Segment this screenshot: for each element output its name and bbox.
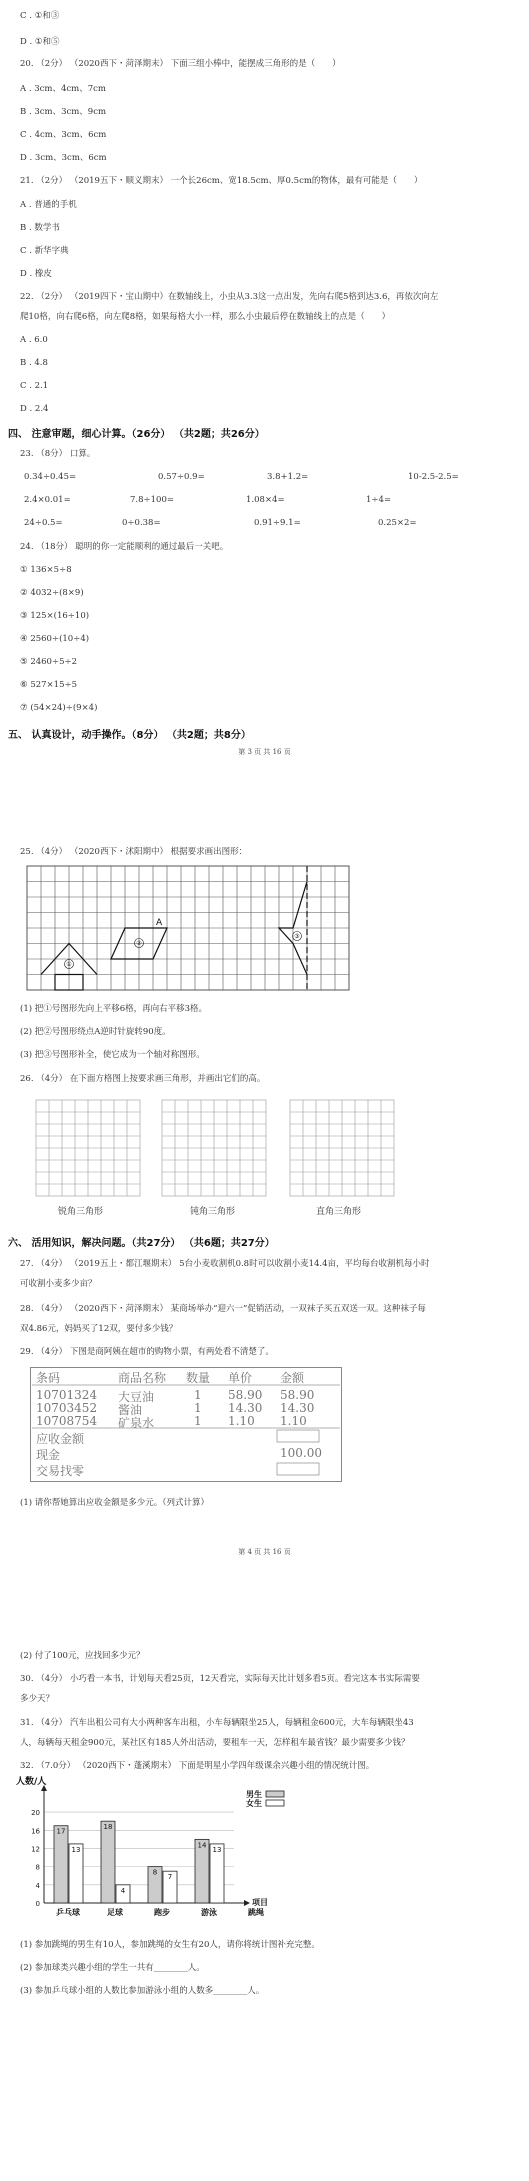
shape-2-label: ②: [136, 940, 142, 947]
receipt-cell: 14.30: [228, 1401, 263, 1415]
q28-stem-line1: 28. （4分） （2020西下・菏泽期末） 某商场举办“迎六一”促销活动，一双袜子买五双送一双。这种袜子每: [20, 1304, 426, 1314]
q20-option-b: B . 3cm、3cm、9cm: [20, 107, 107, 117]
bar-value-label: 13: [71, 1845, 81, 1854]
section-6-heading: 六、 活用知识，解决问题。（共27分） （共6题；共27分）: [8, 1238, 275, 1249]
x-tick-label: 足球: [107, 1908, 123, 1917]
q24-item: ③ 125×(16÷10): [20, 611, 90, 621]
q24-stem: 24. （18分） 聪明的你一定能顺利的通过最后一关吧。: [20, 542, 229, 552]
calc-item: 24÷0.5=: [24, 518, 63, 528]
calc-item: 1÷4=: [366, 495, 392, 505]
receipt-cell: 1: [194, 1414, 202, 1428]
q27-stem-line1: 27. （4分） （2019五上・都江堰期末） 5台小麦收割机0.8时可以收割小麦14.4亩，平均每台收割机每小时: [20, 1259, 430, 1269]
legend-label: 男生: [246, 1790, 262, 1799]
q23-stem: 23. （8分） 口算。: [20, 449, 96, 459]
q21-option-c: C . 新华字典: [20, 246, 69, 256]
legend-swatch: [266, 1791, 284, 1797]
bar-value-label: 7: [167, 1873, 173, 1882]
triangle-grid-acute: [36, 1100, 140, 1196]
bar-value-label: 13: [212, 1845, 222, 1854]
receipt-cell: 10703452: [36, 1401, 98, 1415]
receipt-header-qty: 数量: [186, 1371, 211, 1385]
q30-stem-line2: 多少天？: [20, 1694, 55, 1704]
q22-option-a: A . 6.0: [20, 335, 48, 345]
q22-option-d: D . 2.4: [20, 404, 49, 414]
q32-stem: 32. （7.0分） （2020西下・蓬溪期末） 下面是明星小学四年级课余兴趣小组的情况统计图。: [20, 1761, 375, 1771]
receipt-cell: 10708754: [36, 1414, 98, 1428]
q24-item: ④ 2560÷(10÷4): [20, 634, 90, 644]
x-tick-label: 乒乓球: [56, 1908, 80, 1917]
receipt-header-amount: 金额: [280, 1371, 305, 1385]
q32-sub-1: (1) 参加跳绳的男生有10人，参加跳绳的女生有20人，请你将统计图补充完整。: [20, 1940, 320, 1950]
receipt-cell: 1.10: [280, 1414, 307, 1428]
section-5-heading: 五、 认真设计，动手操作。（8分） （共2题；共8分）: [8, 730, 251, 741]
label-obtuse-triangle: 钝角三角形: [190, 1207, 236, 1217]
page-footer: 第 3 页 共 16 页: [238, 748, 291, 756]
receipt-header-code: 条码: [36, 1371, 61, 1385]
q32-sub-2: (2) 参加球类兴趣小组的学生一共有________人。: [20, 1963, 205, 1973]
bar-boys: [54, 1826, 68, 1903]
q24-item: ⑤ 2460÷5÷2: [20, 657, 78, 667]
receipt-cell: 矿泉水: [118, 1416, 155, 1430]
receipt-header-price: 单价: [228, 1371, 253, 1385]
shape-3-label: ③: [294, 933, 300, 940]
x-tick-label: 跑步: [154, 1908, 170, 1917]
q31-stem-line1: 31. （4分） 汽车出租公司有大小两种客车出租，小车每辆限坐25人，每辆租金600元，大车每辆限坐43: [20, 1718, 414, 1728]
calc-item: 2.4×0.01=: [24, 495, 71, 505]
receipt-cell: 14.30: [280, 1401, 315, 1415]
q24-item: ① 136×5÷8: [20, 565, 72, 575]
x-axis-arrow: [244, 1900, 250, 1906]
section-4-heading: 四、 注意审题，细心计算。（26分） （共2题；共26分）: [8, 429, 265, 440]
bar-boys: [101, 1821, 115, 1903]
receipt-cell: 1.10: [228, 1414, 255, 1428]
receipt-cell: 酱油: [118, 1403, 143, 1417]
q21-option-b: B . 数学书: [20, 223, 60, 233]
q21-option-a: A . 普通的手机: [20, 200, 77, 210]
q24-item: ⑦ (54×24)÷(9×4): [20, 703, 98, 713]
receipt-header-name: 商品名称: [118, 1371, 167, 1385]
receipt-cell: 58.90: [280, 1388, 315, 1402]
q20-option-a: A . 3cm、4cm、7cm: [20, 84, 106, 94]
legend-label: 女生: [246, 1799, 262, 1808]
bar-value-label: 17: [56, 1827, 66, 1836]
label-acute-triangle: 锐角三角形: [58, 1207, 104, 1217]
calc-item: 0.91÷9.1=: [254, 518, 301, 528]
y-tick-label: 12: [31, 1845, 40, 1854]
y-tick-label: 0: [35, 1900, 40, 1908]
q24-item: ② 4032÷(8×9): [20, 588, 84, 598]
x-tick-label: 游泳: [201, 1908, 217, 1917]
q22-option-b: B . 4.8: [20, 358, 48, 368]
q20-option-d: D . 3cm、3cm、6cm: [20, 153, 107, 163]
q31-stem-line2: 人，每辆每天租金900元，某社区有185人外出活动，要租车一天，怎样租车最省钱？最少需要多少钱？: [20, 1738, 410, 1748]
q25-grid-figure: [27, 866, 349, 990]
receipt-table: [30, 1367, 342, 1482]
interest-group-bar-chart: [14, 1777, 314, 1917]
calc-item: 1.08×4=: [246, 495, 285, 505]
q25-sub-2: (2) 把②号图形绕点A逆时针旋转90度。: [20, 1027, 171, 1037]
label-right-triangle: 直角三角形: [316, 1207, 362, 1217]
q21-stem: 21. （2分） （2019五下・顺义期末） 一个长26cm、宽18.5cm、厚0.5cm的物体，最有可能是（ ）: [20, 176, 423, 186]
q26-stem: 26. （4分） 在下面方格图上按要求画三角形，并画出它们的高。: [20, 1074, 266, 1084]
q32-sub-3: (3) 参加乒乓球小组的人数比参加游泳小组的人数多________人。: [20, 1986, 265, 1996]
calc-item: 0.57÷0.9=: [158, 472, 205, 482]
calc-item: 7.8÷100=: [130, 495, 174, 505]
calc-item: 0.34÷0.45=: [24, 472, 77, 482]
q25-stem: 25. （4分） （2020西下・沭阳期中） 根据要求画出图形：: [20, 847, 248, 857]
receipt-due-label: 应收金额: [36, 1432, 85, 1446]
calc-item: 10-2.5-2.5=: [408, 472, 459, 482]
x-tick-label: 跳绳: [248, 1908, 264, 1917]
receipt-cell: 1: [194, 1388, 202, 1402]
calc-item: 3.8+1.2=: [267, 472, 309, 482]
point-a-label: A: [156, 918, 163, 928]
triangle-grid-right: [290, 1100, 394, 1196]
x-axis-title: 项目: [252, 1898, 268, 1907]
y-tick-label: 4: [35, 1881, 40, 1890]
y-tick-label: 16: [31, 1827, 40, 1836]
receipt-cash-label: 现金: [36, 1448, 61, 1462]
q25-sub-1: (1) 把①号图形先向上平移6格，再向右平移3格。: [20, 1004, 208, 1014]
q30-stem-line1: 30. （4分） 小巧看一本书，计划每天看25页，12天看完，实际每天比计划多看5页。看完这本书实际需要: [20, 1674, 420, 1684]
q20-stem: 20. （2分） （2020西下・菏泽期末） 下面三组小棒中，能摆成三角形的是（ ）: [20, 59, 341, 69]
q22-option-c: C . 2.1: [20, 381, 49, 391]
q28-stem-line2: 双4.86元，妈妈买了12双，要付多少钱？: [20, 1324, 178, 1334]
legend-swatch: [266, 1800, 284, 1806]
q19-option-d: D . ①和⑤: [20, 37, 60, 47]
q22-stem-line1: 22. （2分） （2019四下・宝山期中）在数轴线上，小虫从3.3这一点出发，先向右爬5格到达3.6，再依次向左: [20, 292, 439, 302]
receipt-cell: 10701324: [36, 1388, 98, 1402]
calc-item: 0.25×2=: [378, 518, 417, 528]
bar-value-label: 8: [152, 1868, 158, 1877]
q24-item: ⑥ 527×15÷5: [20, 680, 78, 690]
q21-option-d: D . 橡皮: [20, 269, 52, 279]
q25-sub-3: (3) 把③号图形补全，使它成为一个轴对称图形。: [20, 1050, 205, 1060]
receipt-cash-value: 100.00: [280, 1446, 322, 1460]
y-axis-title: 人数/人: [16, 1777, 47, 1787]
receipt-cell: 大豆油: [118, 1390, 155, 1404]
bar-value-label: 14: [197, 1841, 207, 1850]
q29-stem: 29. （4分） 下图是商阿姨在超市的购物小票，有两处看不清楚了。: [20, 1347, 274, 1357]
receipt-cell: 1: [194, 1401, 202, 1415]
receipt-change-label: 交易找零: [36, 1464, 85, 1478]
q29-sub-1: (1) 请你帮她算出应收金额是多少元。（列式计算）: [20, 1498, 209, 1508]
bar-value-label: 18: [103, 1823, 113, 1832]
q19-option-c: C . ①和③: [20, 11, 60, 21]
y-tick-label: 8: [35, 1863, 40, 1872]
page-footer: 第 4 页 共 16 页: [238, 1548, 291, 1556]
bar-value-label: 4: [120, 1886, 126, 1895]
q29-sub-2: (2) 付了100元，应找回多少元？: [20, 1651, 145, 1661]
shape-1-label: ①: [66, 961, 72, 968]
q27-stem-line2: 可收割小麦多少亩？: [20, 1279, 97, 1289]
q22-stem-line2: 爬10格，向右爬6格，向左爬8格，如果每格大小一样，那么小虫最后停在数轴线上的点是（ ）: [20, 312, 391, 322]
calc-item: 0÷0.38=: [122, 518, 161, 528]
triangle-grid-obtuse: [162, 1100, 266, 1196]
receipt-cell: 58.90: [228, 1388, 263, 1402]
y-tick-label: 20: [31, 1809, 40, 1818]
q20-option-c: C . 4cm、3cm、6cm: [20, 130, 107, 140]
